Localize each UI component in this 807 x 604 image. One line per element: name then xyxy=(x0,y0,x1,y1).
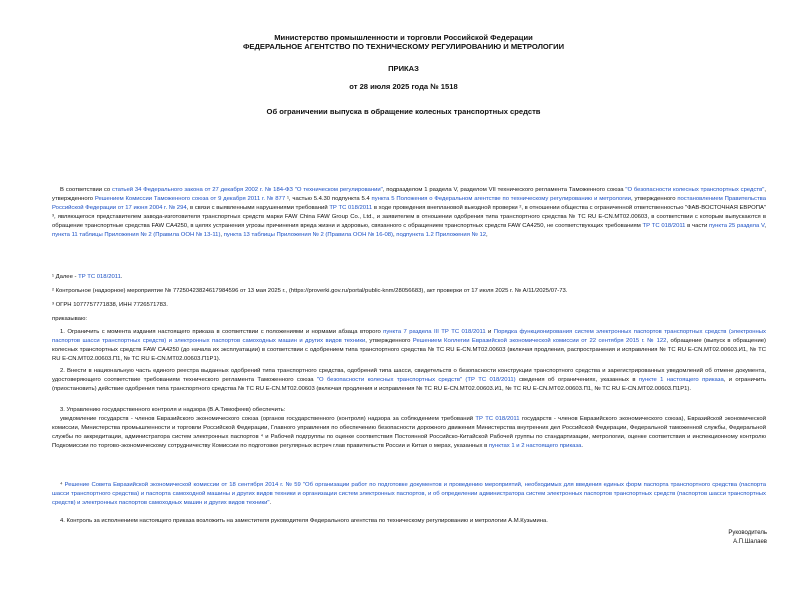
link-point-13[interactable]: пункта 13 таблицы Приложения № 2 (Правила ООН № 16-08) xyxy=(223,232,393,239)
link-subpoint-1-2[interactable]: подпункта 1.2 Приложения № 12 xyxy=(396,232,487,239)
ministry-name: Министерство промышленности и торговли Российской Федерации xyxy=(274,33,533,42)
link-council-decision[interactable]: Решение Совета Евразийской экономической комиссии от 18 сентября 2014 г. № 59 "Об организации работ по подготовке документов и проведению мероприятий, необходимых для введения единых форм паспорта транспортного средства (паспорта шасси транспортного средства) и паспорта самоходной машины и других видов техники и организации систем электронных паспортов, и об определении администратора систем электронных паспортов транспортных средств (паспортов шасси транспортных средств) и электронных паспортов самоходных машин и других видов техники" xyxy=(52,482,766,507)
link-tr-ts[interactable]: ТР ТС 018/2011 xyxy=(78,274,121,280)
signature-block xyxy=(728,529,767,547)
link-tr-ts-full[interactable]: "О безопасности колесных транспортных средств" (ТР ТС 018/2011) xyxy=(316,377,516,384)
order-label: приказываю: xyxy=(52,316,88,322)
link-tr-ts[interactable]: ТР ТС 018/2011 xyxy=(329,205,373,212)
link-item-1[interactable]: пункте 1 настоящего приказа xyxy=(638,377,724,384)
link-point-11[interactable]: пункта 11 таблицы Приложения № 2 (Правила ООН № 13-11) xyxy=(52,232,221,239)
link-tech-regulation[interactable]: "О безопасности колесных транспортных средств" xyxy=(625,187,765,193)
document-title: Об ограничении выпуска в обращение колесных транспортных средств xyxy=(266,107,541,116)
signature-role: Руководитель xyxy=(728,530,767,536)
link-passport-procedure[interactable]: Порядка функционирования систем электронных паспортов транспортных средств (электронных паспортов шасси транспортных средств) и электронных паспортов самоходных машин и других видов техники xyxy=(52,329,766,345)
link-point-25[interactable]: пункта 25 раздела V xyxy=(709,223,765,230)
link-tr-ts[interactable]: ТР ТС 018/2011 xyxy=(642,223,686,230)
link-items-1-2[interactable]: пунктах 1 и 2 настоящего приказа xyxy=(488,443,582,450)
preamble-paragraph: В соответствии со статьей 34 Федерального закона от 27 декабря 2002 г. № 184-ФЗ "О техническом регулировании", подразделом 1 раздела V, разделом VII технического регламента Таможенного союза "О безопасности колесных транспортных средств", утвержденного Решением Комиссии Таможенного союза от 9 декабря 2011 г. № 877 ¹, частью 5.4.30 подпункта 5.4 пункта 5 Положения о Федеральном агентстве по техническому регулированию и метрологии, утвержденного постановлением Правительства Российской Федерации от 17 июня 2004 г. № 294, в связи с выявленными нарушениями требований ТР ТС 018/2011 в ходе проведения внеплановой выездной проверки ², в отношении общества с ограниченной ответственностью "ФАВ-ВОСТОЧНАЯ ЕВРОПА" ³, являющегося представителем завода-изготовителя транспортных средств марки FAW China FAW Group Co., Ltd., и заявителем в отношении одобрения типа транспортного средства № ТС RU E-CN.МТ02.00603, в соответствии с которым выпускаются в обращение транспортные средства FAW CA4250, в целях устранения угрозы причинения вреда жизни и здоровью, связанного с обращением транспортных средств FAW CA4250, не соответствующих требованиям ТР ТС 018/2011 в части пункта 25 раздела V, пункта 11 таблицы Приложения № 2 (Правила ООН № 13-11), пункта 13 таблицы Приложения № 2 (Правила ООН № 16-08), подпункта 1.2 Приложения № 12, xyxy=(52,187,766,239)
link-government-decree[interactable]: постановлением Правительства Российской Федерации от 17 июня 2004 г. № 294 xyxy=(52,196,766,212)
order-item-3: 3. Управлению государственного контроля и надзора (В.А.Тимофеев) обеспечить: уведомление государств - членов Евразийского экономического союза (органов государственного (контроля) надзора за соблюдением требований ТР ТС 018/2011 государств - членов Евразийского экономического союза), Евразийской экономической комиссии, Министерства промышленности и торговли Российской Федерации, Главного управления по обеспечению безопасности дорожного движения Министерства внутренних дел Российской Федерации, Федеральной таможенной службы, Федеральной службы по аккредитации, администратора систем электронных паспортов ⁴ и Рабочей подгруппы по оценке соответствия Постоянной Российско-Китайской Рабочей группы по стандартизации, метрологии, оценке соответствия и инспекционному контролю Подкомиссии по торгово-экономическому сотрудничеству Комиссии по подготовке регулярных встреч глав правительств России и Китая о мерах, указанных в пунктах 1 и 2 настоящего приказа. xyxy=(52,406,766,451)
footnote-3: ³ ОГРН 1077757771838, ИНН 7726571783. xyxy=(52,302,168,308)
document-date-number: от 28 июля 2025 года № 1518 xyxy=(349,82,458,91)
link-tr-ts[interactable]: ТР ТС 018/2011 xyxy=(475,416,520,423)
link-collegium-decision[interactable]: Решением Коллегии Евразийской экономической комиссии от 22 сентября 2015 г. № 122 xyxy=(412,338,667,345)
link-agency-regulation[interactable]: пункта 5 Положения о Федеральном агентстве по техническому регулированию и метрологии xyxy=(371,196,632,203)
order-item-4: 4. Контроль за исполнением настоящего приказа возложить на заместителя руководителя Федерального агентства по техническому регулированию и метрологии А.М.Кузьмина. xyxy=(60,518,548,524)
agency-name: ФЕДЕРАЛЬНОЕ АГЕНТСТВО ПО ТЕХНИЧЕСКОМУ РЕГУЛИРОВАНИЮ И МЕТРОЛОГИИ xyxy=(242,42,565,51)
footnote-2: ² Контрольное (надзорное) мероприятие № 77250423824617984596 от 13 мая 2025 г., (https://proverki.gov.ru/portal/public-knm/28056683), акт проверки от 17 июля 2025 г. № А/11/2025/07-73. xyxy=(52,288,568,294)
order-item-1: 1. Ограничить с момента издания настоящего приказа в соответствии с положениями и нормами абзаца второго пункта 7 раздела III ТР ТС 018/2011 и Порядка функционирования систем электронных паспортов транспортных средств (электронных паспортов шасси транспортных средств) и электронных паспортов самоходных машин и других видов техники, утвержденного Решением Коллегии Евразийской экономической комиссии от 22 сентября 2015 г. № 122, обращение (выпуск в обращение) колесных транспортных средств FAW CA4250 (до начала их эксплуатации) в соответствии с одобрением типа транспортного средства № ТС RU E-CN.МТ02.00603 (включая продления, распространения и исправления № ТС RU E-CN.МТ02.00603.И1, № ТС RU E-CN.МТ02.00603.П1, № ТС RU E-CN.МТ02.00603.П1Р1). xyxy=(52,329,766,363)
signature-name: А.П.Шалаев xyxy=(733,539,767,545)
link-point-7[interactable]: пункта 7 раздела III ТР ТС 018/2011 xyxy=(383,329,486,335)
document-type: ПРИКАЗ xyxy=(388,64,419,73)
footnote-1: ¹ Далее - ТР ТС 018/2011. xyxy=(52,274,123,280)
link-federal-law[interactable]: статьей 34 Федерального закона от 27 декабря 2002 г. № 184-ФЗ "О техническом регулировании" xyxy=(112,187,383,193)
preamble-text: В соответствии со xyxy=(60,187,112,193)
order-item-2: 2. Внести в национальную часть единого реестра выданных одобрений типа транспортного средства, одобрений типа шасси, свидетельств о безопасности конструкции транспортного средства и зарегистрированных уведомлений об отмене документа, удостоверяющего соответствие требованиям технического регламента Таможенного союза "О безопасности колесных транспортных средств" (ТР ТС 018/2011) сведения об ограничениях, указанных в пункте 1 настоящего приказа, и ограничить (приостановить) действие одобрения типа транспортного средства № ТС RU E-CN.МТ02.00603 (включая продления и исправления № ТС RU E-CN.МТ02.00603.И1, № ТС RU E-CN.МТ02.00603.П1, № ТС RU E-CN.МТ02.00603.П1Р1). xyxy=(52,368,767,393)
footnote-4: ⁴ Решение Совета Евразийской экономической комиссии от 18 сентября 2014 г. № 59 "Об организации работ по подготовке документов и проведению мероприятий, необходимых для введения единых форм паспорта транспортного средства (паспорта шасси транспортного средства) и паспорта самоходной машины и других видов техники и организации систем электронных паспортов, и об определении администратора систем электронных паспортов транспортных средств (паспортов шасси транспортных средств) и электронных паспортов самоходных машин и других видов техники". xyxy=(52,482,766,507)
document-page xyxy=(0,33,807,604)
order-item-3-detail: уведомление государств - членов Евразийского экономического союза (органов государственного (контроля) надзора за соблюдением требований ТР ТС 018/2011 государств - членов Евразийского экономического союза), Евразийской экономической комиссии, Министерства промышленности и торговли Российской Федерации, Главного управления по обеспечению безопасности дорожного движения Министерства внутренних дел Российской Федерации, Федеральной таможенной службы, Федеральной службы по аккредитации, администратора систем электронных паспортов ⁴ и Рабочей подгруппы по оценке соответствия Постоянной Российско-Китайской Рабочей группы по стандартизации, метрологии, оценке соответствия и инспекционному контролю Подкомиссии по торгово-экономическому сотрудничеству Комиссии по подготовке регулярных встреч глав правительств России и Китая о мерах, указанных в пунктах 1 и 2 настоящего приказа. xyxy=(52,416,766,450)
link-commission-decision[interactable]: Решением Комиссии Таможенного союза от 9 декабря 2011 г. № 877 xyxy=(94,196,286,203)
